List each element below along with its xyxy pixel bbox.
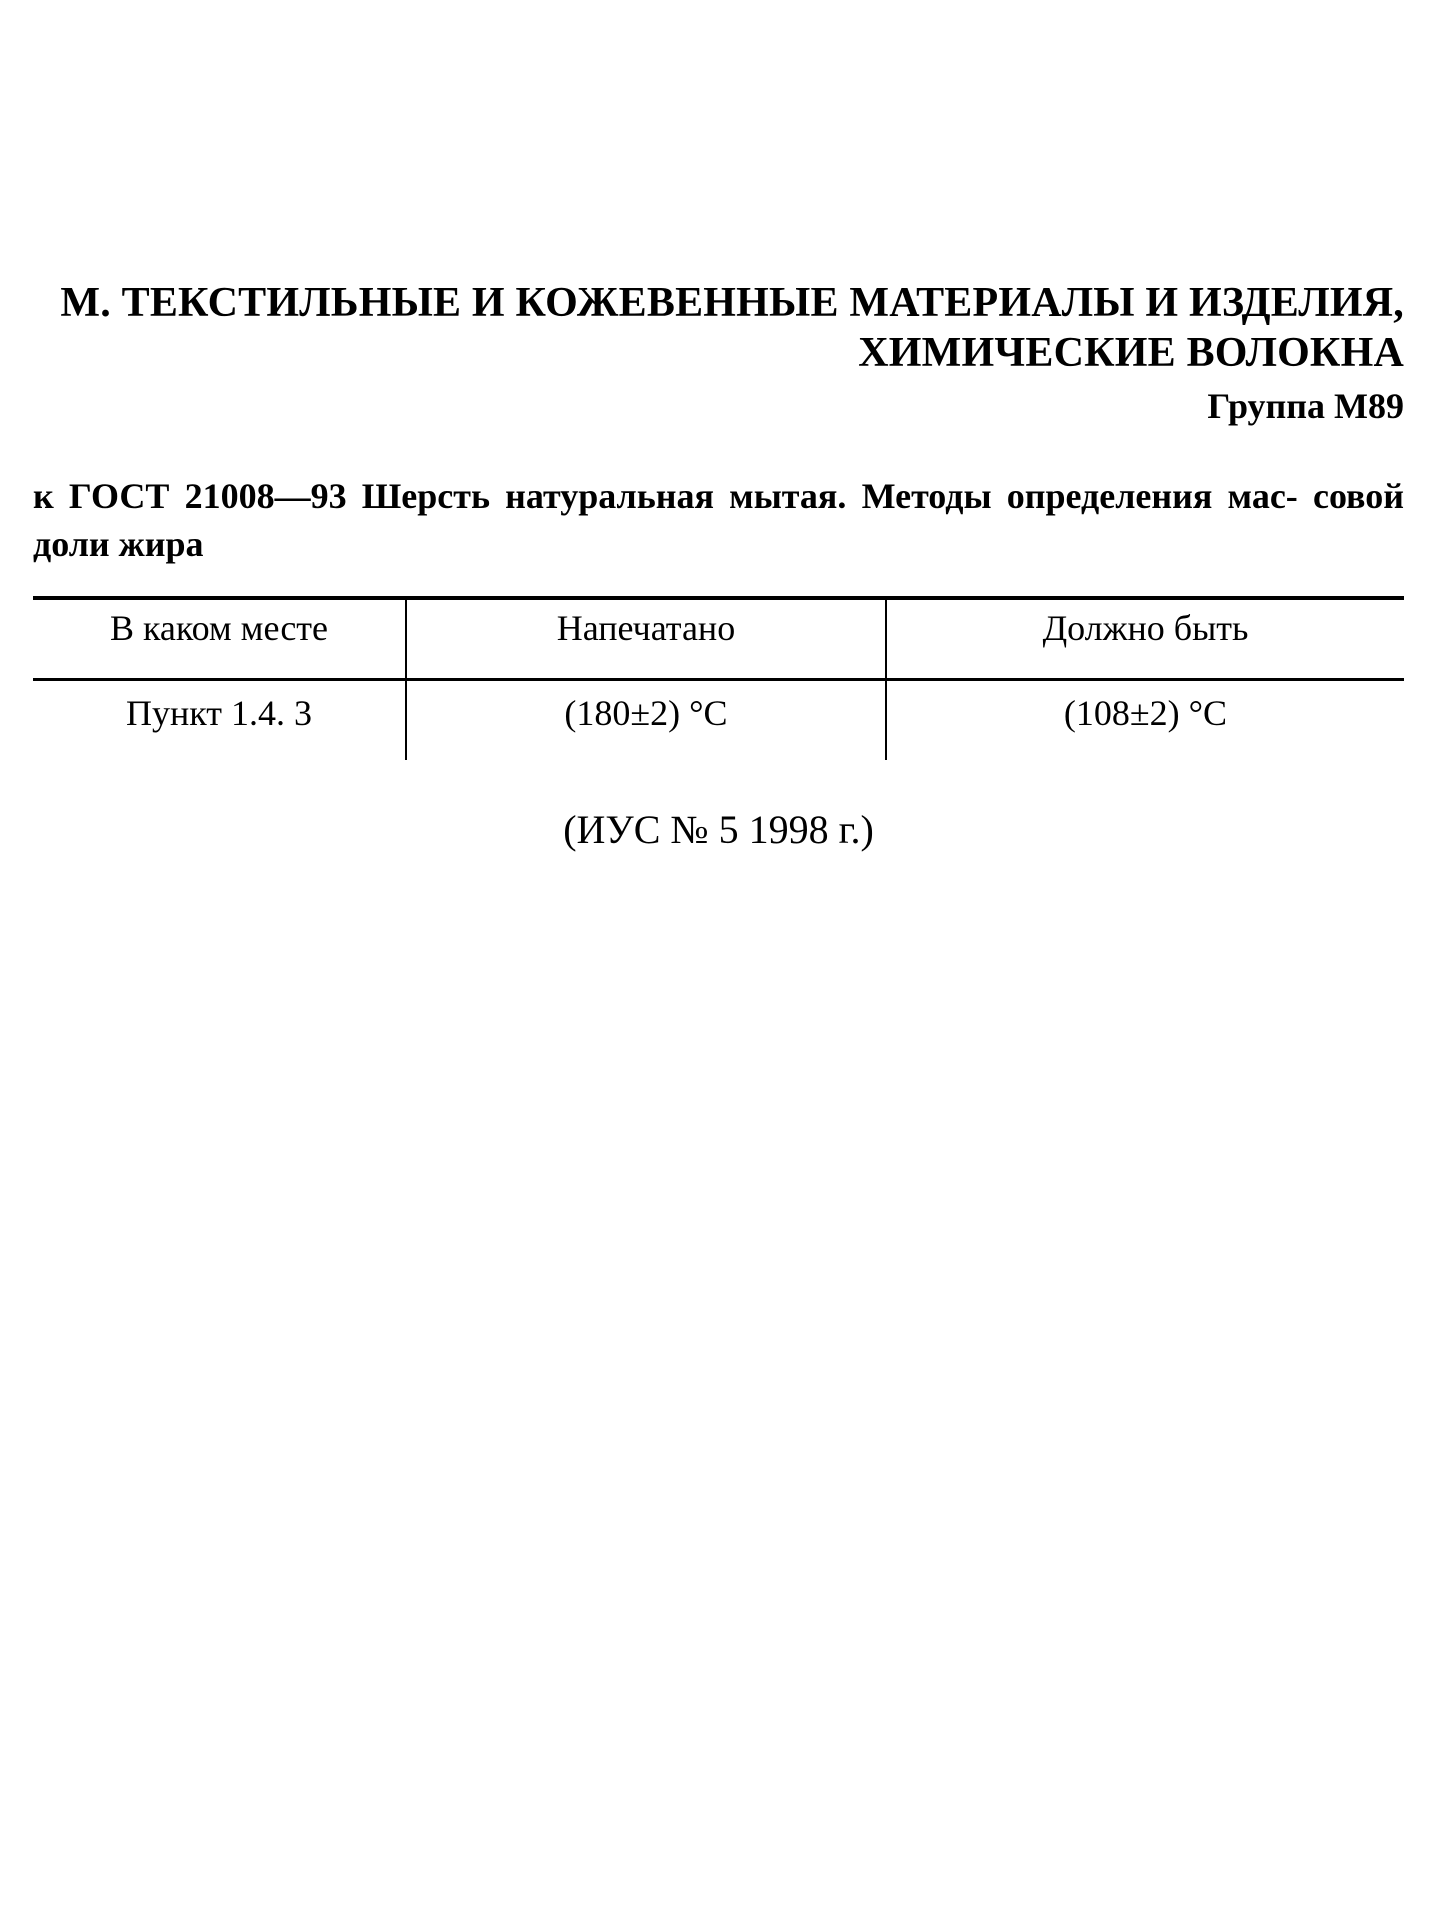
group-code: Группа М89: [1207, 386, 1404, 426]
table-header-rule: [33, 678, 1404, 681]
table-cell-location: Пункт 1.4. 3: [125, 693, 312, 733]
amendment-title-line-1: к ГОСТ 21008—93 Шерсть натуральная мытая. Методы определения мас-: [33, 476, 1298, 516]
source-reference: (ИУС № 5 1998 г.): [563, 807, 874, 852]
section-heading-line-2: ХИМИЧЕСКИЕ ВОЛОКНА: [858, 330, 1404, 376]
table-header-printed: Напечатано: [556, 608, 736, 648]
section-heading: [58, 278, 1404, 378]
amendment-title-line-2: совой доли жира: [33, 476, 1404, 564]
table-header-correct: Должно быть: [1042, 608, 1249, 648]
table-cell-correct: (108±2) °С: [1063, 693, 1228, 733]
table-cell-printed: (180±2) °С: [564, 693, 728, 733]
table-top-rule: [33, 596, 1404, 600]
section-heading-line-1: М. ТЕКСТИЛЬНЫЕ И КОЖЕВЕННЫЕ МАТЕРИАЛЫ И ИЗДЕЛИЯ,: [60, 280, 1404, 326]
table-header-location: В каком месте: [109, 608, 329, 648]
amendment-title: [33, 472, 1404, 568]
